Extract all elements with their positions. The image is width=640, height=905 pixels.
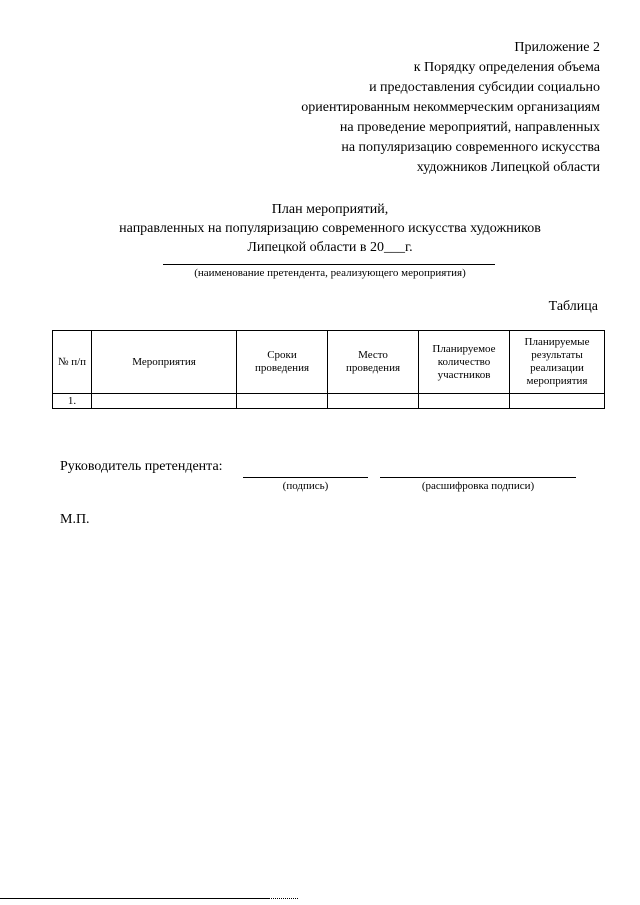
appendix-line: и предоставления субсидии социально <box>369 80 600 95</box>
appendix-line: к Порядку определения объема <box>413 60 600 75</box>
appendix-header <box>301 38 600 178</box>
col-header-results: Планируемые результаты реализации мероприятия <box>510 331 605 394</box>
title-line: Липецкой области в 20___г. <box>247 240 413 255</box>
title-line: направленных на популяризацию современного искусства художников <box>119 221 541 236</box>
applicant-name-line <box>163 264 495 265</box>
appendix-line: на популяризацию современного искусства <box>341 140 600 155</box>
table-cell <box>419 394 510 409</box>
col-header-place: Место проведения <box>328 331 419 394</box>
table-label: Таблица <box>548 299 598 314</box>
signature-caption: (подпись) <box>282 480 329 492</box>
appendix-line: на проведение мероприятий, направленных <box>339 120 600 135</box>
signature-label: Руководитель претендента: <box>60 459 223 474</box>
col-header-participants: Планируемое количество участников <box>419 331 510 394</box>
seal-placeholder: М.П. <box>60 512 90 527</box>
table-cell <box>510 394 605 409</box>
title-line: План мероприятий, <box>271 202 389 217</box>
col-header-dates: Сроки проведения <box>237 331 328 394</box>
signature-decoding-caption: (расшифровка подписи) <box>421 480 535 492</box>
table-cell: 1. <box>53 394 92 409</box>
events-table <box>52 330 605 409</box>
document-title <box>60 200 600 257</box>
table-cell <box>328 394 419 409</box>
col-header-number: № п/п <box>53 331 92 394</box>
table-header-row <box>53 331 605 394</box>
appendix-line: ориентированным некоммерческим организациям <box>301 100 600 115</box>
footer-rule <box>0 898 268 899</box>
table-cell <box>92 394 237 409</box>
applicant-caption: (наименование претендента, реализующего мероприятия) <box>194 267 466 279</box>
table-row <box>53 394 605 409</box>
signature-decoding-line <box>380 477 576 478</box>
footer-dotted-rule <box>268 898 298 899</box>
appendix-line: художников Липецкой области <box>416 160 600 175</box>
table-cell <box>237 394 328 409</box>
appendix-line: Приложение 2 <box>514 40 600 55</box>
signature-line <box>243 477 368 478</box>
col-header-events: Мероприятия <box>92 331 237 394</box>
